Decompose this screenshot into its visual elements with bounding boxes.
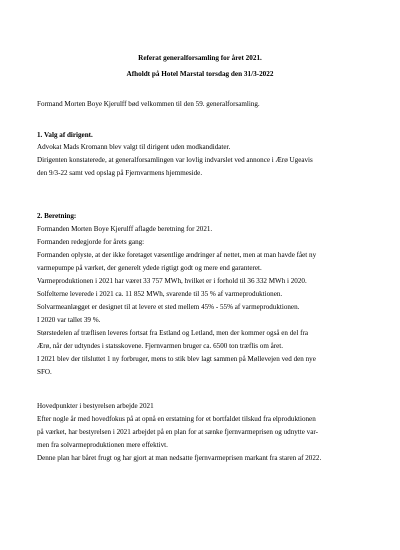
document-subtitle: Afholdt på Hotel Marstal torsdag den 31/3-2022 [126, 70, 274, 78]
paragraph-line: Denne plan har båret frugt og har gjort at man nedsatte fjernvarmeprisen markant fra staren af 2022. [37, 454, 322, 462]
paragraph-line: Solvarmeanlægget er designet til at levere et sted mellem 45% - 55% af varmeproduktionen. [37, 303, 300, 311]
section-heading-hovedpunkter: Hovedpunkter i bestyrelsen arbejde 2021 [37, 402, 154, 410]
paragraph-line: Formanden redegjorde for årets gang: [37, 238, 145, 246]
paragraph-line: den 9/3-22 samt ved opslag på Fjernvarmens hjemmeside. [37, 169, 203, 177]
paragraph-line: Ærø, når der udtyndes i statsskovene. Fjernvarmen bruger ca. 6500 ton træflis om året. [37, 342, 284, 350]
paragraph-line: Dirigenten konstaterede, at generalforsamlingen var lovlig indvarslet ved annonce i Ærø Ugeavis [37, 156, 313, 164]
paragraph-line: Efter nogle år med hovedfokus på at opnå en erstatning for et bortfaldet tilskud fra elproduktionen [37, 415, 316, 423]
paragraph-line: Advokat Mads Kromann blev valgt til dirigent uden modkandidater. [37, 143, 231, 151]
paragraph-line: I 2021 blev der tilsluttet 1 ny forbruger, mens to stik blev lagt sammen på Møllevejen ved den nye [37, 355, 316, 363]
paragraph-line: Formanden Morten Boye Kjerulff aflagde beretning for 2021. [37, 225, 213, 233]
section-heading-dirigent: 1. Valg af dirigent. [37, 131, 93, 139]
intro-paragraph: Formand Morten Boye Kjerulff bød velkommen til den 59. generalforsamling. [37, 100, 260, 108]
paragraph-line: varmepumpe på værket, der generelt ydede rigtigt godt og mere end garanteret. [37, 264, 262, 272]
paragraph-line: Formanden oplyste, at der ikke foretaget væsentlige ændringer af nettet, men at man havde fået ny [37, 251, 317, 259]
section-heading-beretning: 2. Beretning: [37, 212, 77, 220]
paragraph-line: Solfelterne leverede i 2021 ca. 11 852 MWh, svarende til 35 % af varmeproduktionen. [37, 290, 283, 298]
paragraph-line: Varmeproduktionen i 2021 har været 33 757 MWh, hvilket er i forhold til 36 332 MWh i 2020. [37, 277, 307, 285]
paragraph-line: Størstedelen af træflisen leveres fortsat fra Estland og Letland, men der kommer også en del fra [37, 329, 309, 337]
document-title: Referat generalforsamling for året 2021. [138, 54, 262, 62]
paragraph-line: men fra solvarmeproduktionen mere effektivt. [37, 441, 168, 449]
paragraph-line: I 2020 var tallet 39 %. [37, 316, 101, 324]
paragraph-line: SFO. [37, 368, 52, 376]
paragraph-line: på værket, har bestyrelsen i 2021 arbejdet på en plan for at sænke fjernvarmeprisen og udnytte var- [37, 428, 318, 436]
